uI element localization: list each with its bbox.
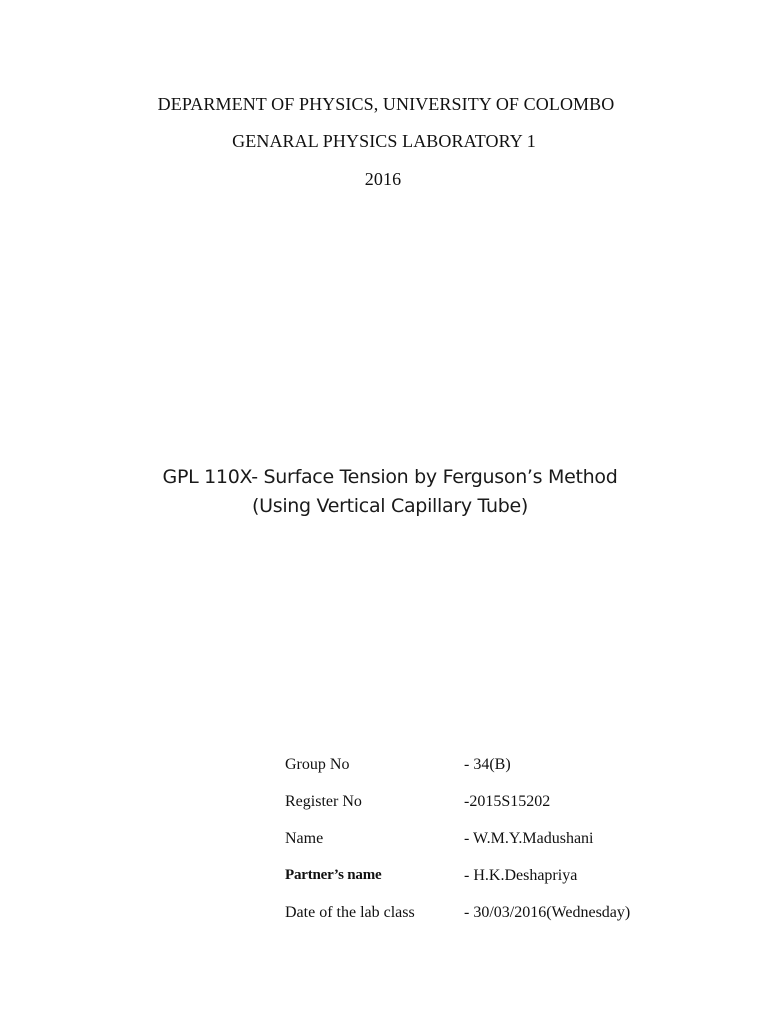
detail-label: Name bbox=[285, 830, 324, 847]
student-details bbox=[285, 756, 630, 941]
experiment-subtitle: (Using Vertical Capillary Tube) bbox=[252, 495, 528, 517]
detail-row-register bbox=[285, 793, 630, 830]
detail-label: Partner’s name bbox=[285, 867, 382, 883]
experiment-title: GPL 110X- Surface Tension by Ferguson’s Method bbox=[162, 466, 618, 488]
detail-value: -2015S15202 bbox=[464, 793, 551, 810]
detail-label: Register No bbox=[285, 793, 362, 810]
detail-value: - W.M.Y.Madushani bbox=[464, 830, 594, 847]
detail-label: Date of the lab class bbox=[285, 904, 415, 921]
detail-row-date bbox=[285, 904, 630, 941]
detail-value: - 34(B) bbox=[464, 756, 511, 773]
detail-row-name bbox=[285, 830, 630, 867]
detail-value: - H.K.Deshapriya bbox=[464, 867, 578, 884]
detail-row-partner bbox=[285, 867, 630, 904]
detail-value: - 30/03/2016(Wednesday) bbox=[464, 904, 631, 921]
detail-label: Group No bbox=[285, 756, 350, 773]
department-heading: DEPARMENT OF PHYSICS, UNIVERSITY OF COLOMBO bbox=[157, 94, 615, 114]
detail-row-group bbox=[285, 756, 630, 793]
laboratory-heading: GENARAL PHYSICS LABORATORY 1 bbox=[232, 131, 536, 151]
year-heading: 2016 bbox=[364, 169, 402, 189]
